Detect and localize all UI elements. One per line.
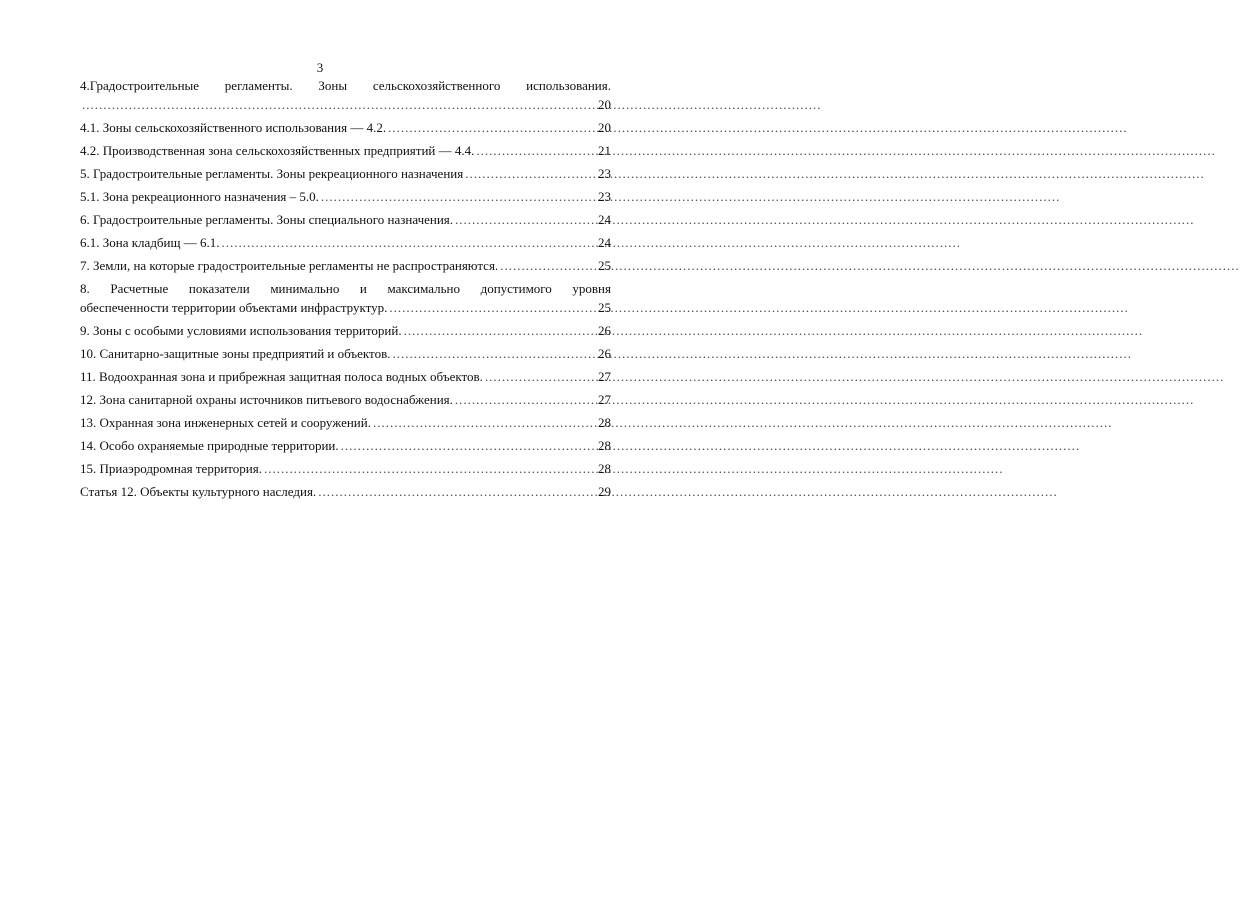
toc-entry-page: 24 <box>598 212 611 227</box>
leader-dots <box>476 141 596 160</box>
leader-dots <box>455 390 596 409</box>
toc-entry-6-1[interactable] <box>80 233 611 252</box>
toc-entry-title: 6.1. Зона кладбищ — 6.1. <box>80 235 220 250</box>
toc-entry-10[interactable] <box>80 344 611 363</box>
leader-dots <box>465 164 596 183</box>
toc-entry-4-2[interactable] <box>80 141 611 160</box>
page-number: 3 <box>316 60 324 75</box>
toc-entry-page: 23 <box>598 189 611 204</box>
leader-dots <box>388 118 596 137</box>
toc-entry-title: 9. Зоны с особыми условиями использования территорий. <box>80 323 402 338</box>
leader-dots <box>321 187 596 206</box>
leader-dots <box>264 459 596 478</box>
toc-entry-title: 7. Земли, на которые градостроительные регламенты не распространяются. <box>80 258 499 273</box>
toc-entry-title: 11. Водоохранная зона и прибрежная защитная полоса водных объектов. <box>80 369 483 384</box>
toc-entry-12[interactable] <box>80 390 611 409</box>
leader-dots <box>485 367 596 386</box>
table-of-contents <box>80 76 611 505</box>
toc-entry-title: 10. Санитарно-защитные зоны предприятий и объектов. <box>80 346 391 361</box>
toc-entry-page: 20 <box>598 120 611 135</box>
toc-entry-page: 23 <box>598 166 611 181</box>
toc-entry-title: 5. Градостроительные регламенты. Зоны рекреационного назначения <box>80 166 464 181</box>
toc-entry-page: 28 <box>598 438 611 453</box>
toc-entry-14[interactable] <box>80 436 611 455</box>
toc-entry-title: 4.1. Зоны сельскохозяйственного использования — 4.2. <box>80 120 387 135</box>
toc-entry-8[interactable] <box>80 279 611 317</box>
toc-entry-7[interactable] <box>80 256 611 275</box>
toc-entry-page: 25 <box>598 258 611 273</box>
toc-entry-title-line1: 4.Градостроительные регламенты. Зоны сельскохозяйственного использования. <box>80 78 611 93</box>
toc-entry-title-line1: 8. Расчетные показатели минимально и максимально допустимого уровня <box>80 281 611 296</box>
toc-entry-11[interactable] <box>80 367 611 386</box>
toc-entry-9[interactable] <box>80 321 611 340</box>
toc-entry-title: 4.2. Производственная зона сельскохозяйственных предприятий — 4.4. <box>80 143 475 158</box>
toc-entry-5-1[interactable] <box>80 187 611 206</box>
toc-entry-title: 12. Зона санитарной охраны источников питьевого водоснабжения. <box>80 392 453 407</box>
leader-dots <box>404 321 596 340</box>
toc-entry-page: 27 <box>598 392 611 407</box>
leader-dots <box>222 233 596 252</box>
toc-entry-article-12[interactable] <box>80 482 611 501</box>
toc-entry-title: 6. Градостроительные регламенты. Зоны специального назначения. <box>80 212 454 227</box>
toc-entry-title: Статья 12. Объекты культурного наследия. <box>80 484 317 499</box>
toc-entry-page: 26 <box>598 323 611 338</box>
toc-entry-page: 24 <box>598 235 611 250</box>
leader-dots <box>389 298 596 317</box>
toc-entry-page: 20 <box>598 97 611 112</box>
toc-entry-15[interactable] <box>80 459 611 478</box>
toc-entry-title: 14. Особо охраняемые природные территории. <box>80 438 339 453</box>
toc-entry-4[interactable] <box>80 76 611 114</box>
toc-entry-4-1[interactable] <box>80 118 611 137</box>
toc-entry-page: 25 <box>598 300 611 315</box>
toc-entry-13[interactable] <box>80 413 611 432</box>
leader-dots <box>455 210 596 229</box>
toc-entry-page: 28 <box>598 461 611 476</box>
leader-dots <box>373 413 596 432</box>
toc-entry-title: 5.1. Зона рекреационного назначения – 5.0. <box>80 189 319 204</box>
toc-entry-page: 21 <box>598 143 611 158</box>
toc-entry-title: 15. Приаэродромная территория. <box>80 461 262 476</box>
toc-entry-page: 26 <box>598 346 611 361</box>
leader-dots <box>82 95 596 114</box>
toc-entry-page: 28 <box>598 415 611 430</box>
leader-dots <box>392 344 596 363</box>
leader-dots <box>341 436 596 455</box>
leader-dots <box>500 256 596 275</box>
toc-entry-page: 27 <box>598 369 611 384</box>
toc-entry-page: 29 <box>598 484 611 499</box>
toc-entry-title: 13. Охранная зона инженерных сетей и сооружений. <box>80 415 371 430</box>
toc-entry-title-line2: обеспеченности территории объектами инфраструктур. <box>80 300 388 315</box>
toc-entry-6[interactable] <box>80 210 611 229</box>
toc-entry-5[interactable] <box>80 164 611 183</box>
leader-dots <box>318 482 596 501</box>
